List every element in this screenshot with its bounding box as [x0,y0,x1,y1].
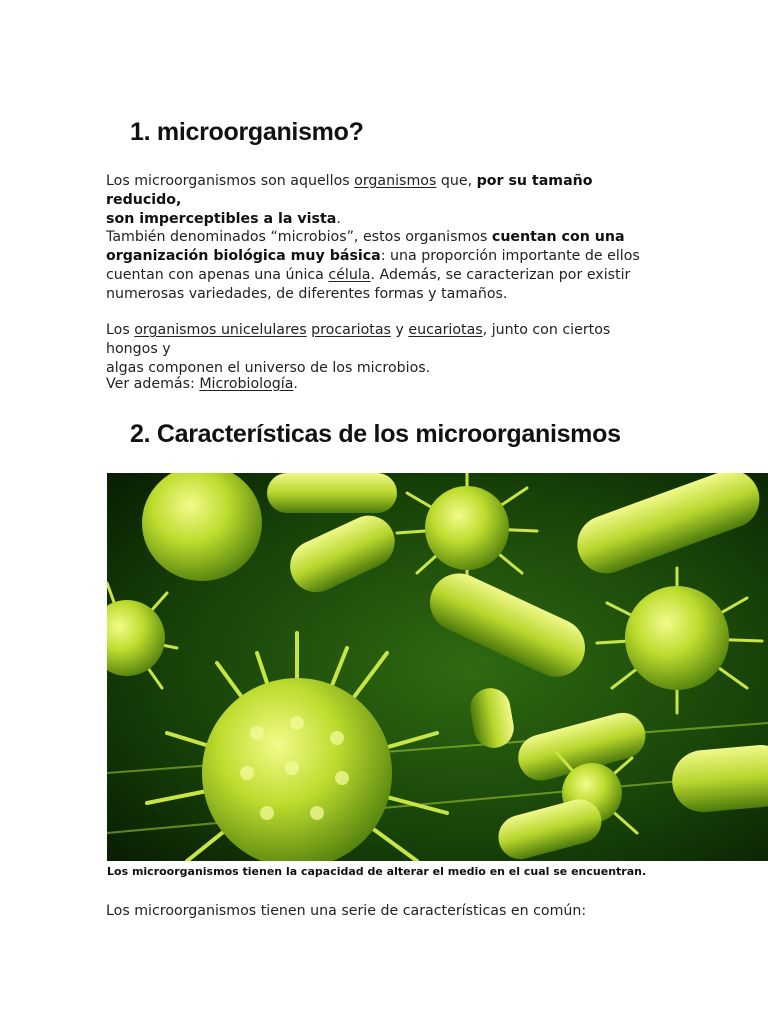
link-procariotas[interactable]: procariotas [311,322,391,338]
section2-paragraph-1: Los microorganismos tienen una serie de características en común: [106,903,587,919]
link-organismos[interactable]: organismos [354,173,437,189]
section1-paragraph-4: Ver además: Microbiología. [106,376,298,392]
link-celula[interactable]: célula [328,267,371,283]
section1-paragraph-2: También denominados “microbios”, estos organismos cuentan con una organización biológica muy básica: una proporción importante de ellos cuentan con apenas una única célula. Además, se caracterizan por existir numerosas variedades, de diferentes formas y tamaños. [106,229,640,302]
link-eucariotas[interactable]: eucariotas [408,322,483,338]
microorganisms-image [107,473,768,861]
link-microbiologia[interactable]: Microbiología [199,376,294,392]
image-caption: Los microorganismos tienen la capacidad de alterar el medio en el cual se encuentran. [107,865,647,878]
section1-paragraph-3: Los organismos unicelulares procariotas y eucariotas, junto con ciertos hongos y algas componen el universo de los microbios. [106,322,611,376]
link-organismos-unicelulares[interactable]: organismos unicelulares [134,322,307,338]
section2-heading: 2. Características de los microorganismos [130,420,621,448]
section1-heading: 1. microorganismo? [130,118,364,146]
section1-paragraph-1: Los microorganismos son aquellos organismos que, por su tamaño reducido, son imperceptibles a la vista. [106,173,593,227]
